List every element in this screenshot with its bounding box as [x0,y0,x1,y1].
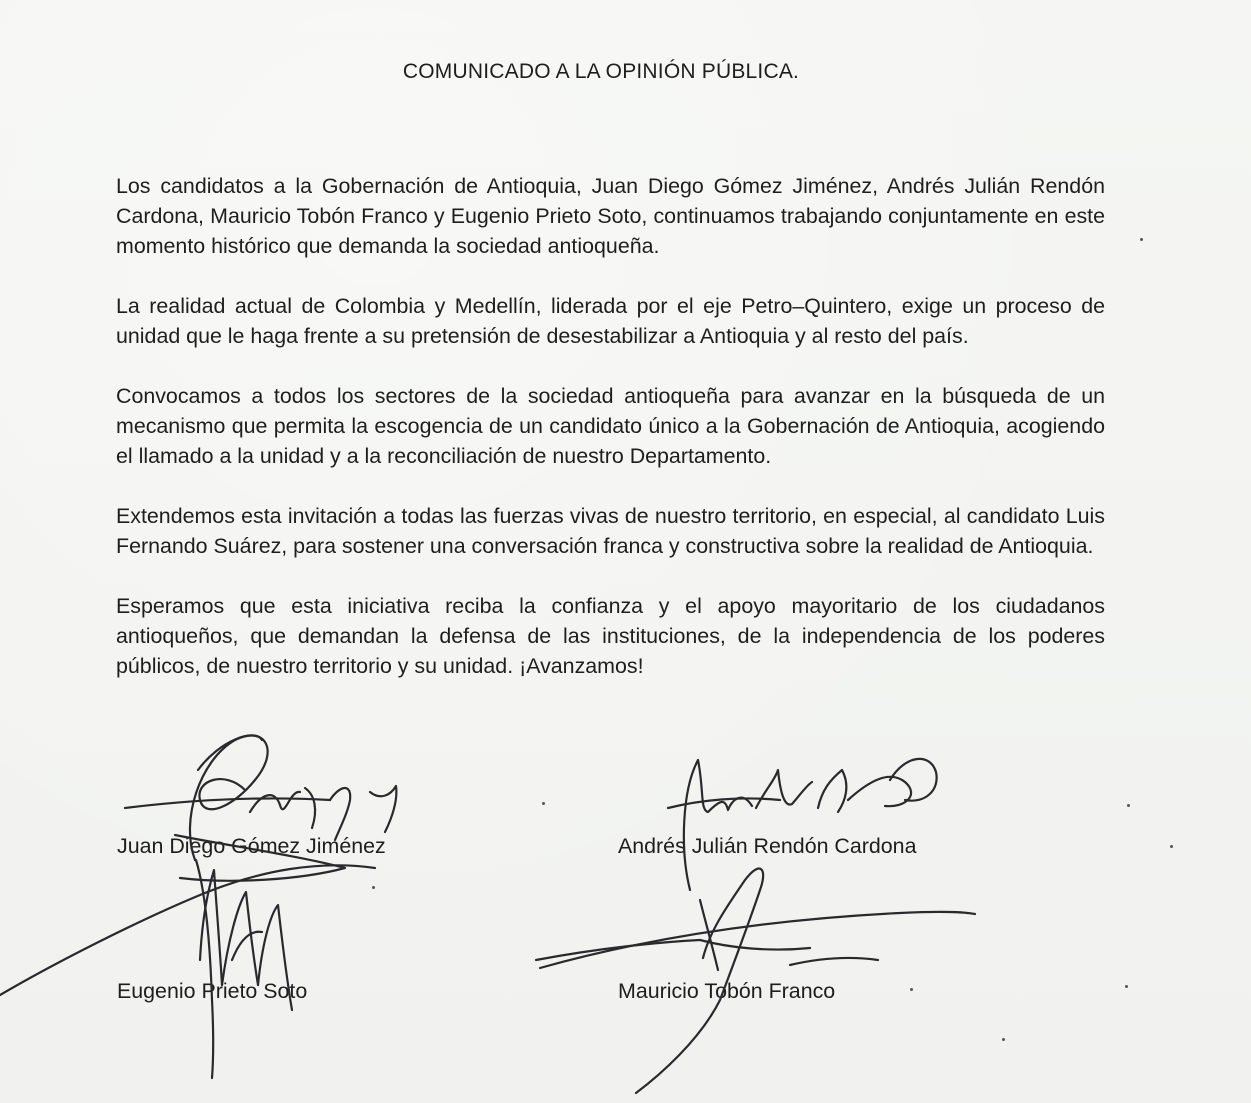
signatory-name-rendon: Andrés Julián Rendón Cardona [618,834,917,858]
paragraph-1: Los candidatos a la Gobernación de Antioquia, Juan Diego Gómez Jiménez, Andrés Julián Rendón Cardona, Mauricio Tobón Franco y Eugenio Prieto Soto, continuamos trabajando conjuntamente en este momento histórico que demanda la sociedad antioqueña. [116,174,1105,258]
paragraph-4: Extendemos esta invitación a todas las fuerzas vivas de nuestro territorio, en especial, al candidato Luis Fernando Suárez, para sostener una conversación franca y constructiva sobre la realidad de Antioquia. [116,504,1105,558]
scan-speck [1170,845,1173,848]
signature-rendon [668,759,937,890]
signatory-name-gomez: Juan Diego Gómez Jiménez [117,834,386,858]
scan-speck [1140,238,1143,241]
signatory-name-tobon: Mauricio Tobón Franco [618,979,836,1003]
scan-speck [1125,985,1128,988]
scan-speck [542,802,545,805]
paragraph-2: La realidad actual de Colombia y Medellín, liderada por el eje Petro–Quintero, exige un proceso de unidad que le haga frente a su pretensión de desestabilizar a Antioquia y al resto del país. [116,294,1105,348]
signatory-name-prieto: Eugenio Prieto Soto [117,979,308,1003]
scan-speck [1002,1038,1005,1041]
paragraph-5: Esperamos que esta iniciativa reciba la confianza y el apoyo mayoritario de los ciudadanos antioqueños, que demandan la defensa de las instituciones, de la independencia de los poderes públicos, de nuestro territorio y su unidad. ¡Avanzamos! [116,594,1105,678]
scan-speck [1127,804,1130,807]
scan-speck [372,886,375,889]
scan-speck [910,988,913,991]
paragraph-3: Convocamos a todos los sectores de la sociedad antioqueña para avanzar en la búsqueda de un mecanismo que permita la escogencia de un candidato único a la Gobernación de Antioquia, acogiendo el llamado a la unidad y a la reconciliación de nuestro Departamento. [116,384,1105,468]
document-title: COMUNICADO A LA OPINIÓN PÚBLICA. [402,60,800,83]
signature-prieto [0,860,375,1078]
document-body [116,171,1105,711]
